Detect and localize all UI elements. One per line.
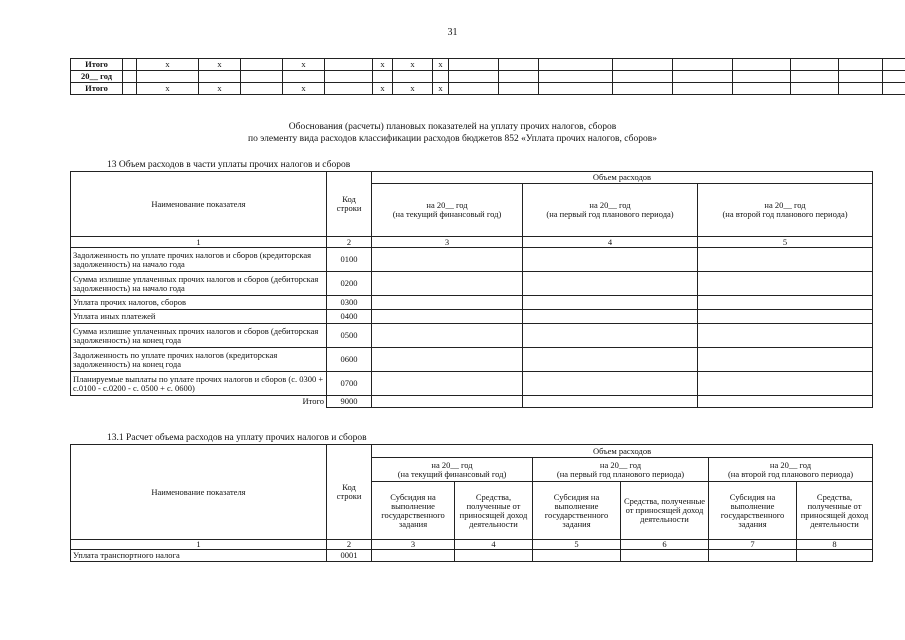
col-num: 7 xyxy=(709,540,797,550)
value-cell[interactable] xyxy=(523,248,698,272)
col-num: 5 xyxy=(698,237,873,248)
row-code: 0001 xyxy=(327,550,372,562)
mark-cell xyxy=(839,83,883,95)
mark-cell xyxy=(449,59,499,71)
mark-cell xyxy=(241,83,283,95)
mark-cell xyxy=(393,71,433,83)
mark-cell xyxy=(433,71,449,83)
value-cell[interactable] xyxy=(523,372,698,396)
col-header-name: Наименование показателя xyxy=(71,172,327,237)
row-code: 0300 xyxy=(327,296,372,310)
col-header-year-2: на 20__ год (на первый год планового периода) xyxy=(523,184,698,237)
table-row xyxy=(71,550,873,562)
col-header-year-1: на 20__ год (на текущий финансовый год) xyxy=(372,184,523,237)
value-cell[interactable] xyxy=(372,272,523,296)
total-label: Итого xyxy=(302,396,324,407)
mark-cell xyxy=(539,83,613,95)
mark-cell: х xyxy=(199,83,241,95)
col-header-code: Код строки xyxy=(327,445,372,540)
mark-cell xyxy=(137,71,199,83)
value-cell[interactable] xyxy=(523,296,698,310)
col-num: 3 xyxy=(372,540,455,550)
value-cell[interactable] xyxy=(523,310,698,324)
mark-cell xyxy=(123,71,137,83)
row-name: Сумма излишне уплаченных прочих налогов и сборов (дебиторская задолженность) на начало года xyxy=(71,272,327,296)
col-header-income: Средства, полученные от приносящей доход деятельности xyxy=(621,482,709,540)
value-cell[interactable] xyxy=(372,396,523,408)
value-cell[interactable] xyxy=(523,348,698,372)
value-cell[interactable] xyxy=(533,550,621,562)
mark-cell xyxy=(241,59,283,71)
mark-cell: х xyxy=(137,83,199,95)
mark-cell xyxy=(499,71,539,83)
table-row xyxy=(71,296,873,310)
value-cell[interactable] xyxy=(621,550,709,562)
value-cell[interactable] xyxy=(698,348,873,372)
col-num: 4 xyxy=(455,540,533,550)
col-num: 1 xyxy=(71,237,327,248)
mark-cell xyxy=(241,71,283,83)
table-row xyxy=(71,372,873,396)
mark-cell: х xyxy=(137,59,199,71)
value-cell[interactable] xyxy=(797,550,873,562)
table-row xyxy=(71,272,873,296)
table-row xyxy=(71,71,905,83)
value-cell[interactable] xyxy=(372,348,523,372)
mark-cell: х xyxy=(373,59,393,71)
col-header-subsidy: Субсидия на выполнение государственного задания xyxy=(533,482,621,540)
row-code: 0400 xyxy=(327,310,372,324)
col-header-year-3: на 20__ год (на второй год планового периода) xyxy=(698,184,873,237)
col-num: 1 xyxy=(71,540,327,550)
mark-cell: х xyxy=(283,59,325,71)
total-code: 9000 xyxy=(327,396,372,408)
mark-cell xyxy=(283,71,325,83)
mark-cell xyxy=(539,71,613,83)
value-cell[interactable] xyxy=(523,324,698,348)
mark-cell xyxy=(791,59,839,71)
value-cell[interactable] xyxy=(372,550,455,562)
mark-cell xyxy=(883,71,905,83)
col-num: 2 xyxy=(327,540,372,550)
mark-cell xyxy=(325,83,373,95)
document-heading xyxy=(0,121,905,145)
mark-cell: х xyxy=(433,59,449,71)
mark-cell xyxy=(325,59,373,71)
value-cell[interactable] xyxy=(698,248,873,272)
value-cell[interactable] xyxy=(709,550,797,562)
mark-cell xyxy=(613,83,673,95)
value-cell[interactable] xyxy=(698,324,873,348)
value-cell[interactable] xyxy=(698,272,873,296)
mark-cell xyxy=(613,59,673,71)
table-row xyxy=(71,83,905,95)
table-row xyxy=(71,248,873,272)
row-name: Планируемые выплаты по уплате прочих налогов и сборов (с. 0300 + с.0100 - с.0200 - с. 0500 + с. 0600) xyxy=(71,372,327,396)
col-num: 5 xyxy=(533,540,621,550)
mark-cell xyxy=(499,59,539,71)
row-code: 0700 xyxy=(327,372,372,396)
mark-cell xyxy=(733,59,791,71)
row-name: Сумма излишне уплаченных прочих налогов и сборов (дебиторская задолженность) на конец года xyxy=(71,324,327,348)
col-header-subsidy: Субсидия на выполнение государственного задания xyxy=(709,482,797,540)
total-row xyxy=(71,396,873,408)
mark-cell xyxy=(373,71,393,83)
mark-cell xyxy=(883,83,905,95)
table-row xyxy=(71,59,905,71)
col-header-group: Объем расходов xyxy=(372,172,873,184)
mark-cell xyxy=(449,83,499,95)
mark-cell xyxy=(499,83,539,95)
mark-cell xyxy=(539,59,613,71)
mark-cell: х xyxy=(283,83,325,95)
value-cell[interactable] xyxy=(523,396,698,408)
col-header-year-3: на 20__ год (на второй год планового периода) xyxy=(709,458,873,482)
row-label: Итого xyxy=(71,59,123,71)
col-num: 6 xyxy=(621,540,709,550)
col-num: 8 xyxy=(797,540,873,550)
mark-cell: х xyxy=(433,83,449,95)
row-name: Уплата транспортного налога xyxy=(71,550,327,562)
col-num: 3 xyxy=(372,237,523,248)
value-cell[interactable] xyxy=(372,296,523,310)
mark-cell: х xyxy=(199,59,241,71)
col-header-name: Наименование показателя xyxy=(71,445,327,540)
col-header-year-2: на 20__ год (на первый год планового периода) xyxy=(533,458,709,482)
value-cell[interactable] xyxy=(698,296,873,310)
table-row xyxy=(71,310,873,324)
mark-cell xyxy=(123,83,137,95)
row-label: Итого xyxy=(71,83,123,95)
row-name: Уплата иных платежей xyxy=(71,310,327,324)
row-code: 0100 xyxy=(327,248,372,272)
mark-cell xyxy=(883,59,905,71)
section-13-table xyxy=(70,171,873,408)
col-num: 4 xyxy=(523,237,698,248)
heading-line-1: Обоснования (расчеты) плановых показателей на уплату прочих налогов, сборов xyxy=(288,122,617,132)
value-cell[interactable] xyxy=(372,324,523,348)
row-name: Уплата прочих налогов, сборов xyxy=(71,296,327,310)
heading-line-2: по элементу вида расходов классификации расходов бюджетов 852 «Уплата прочих налогов, сборов» xyxy=(248,134,657,144)
mark-cell xyxy=(199,71,241,83)
value-cell[interactable] xyxy=(698,396,873,408)
mark-cell: х xyxy=(393,59,433,71)
row-label: 20__ год xyxy=(71,71,123,83)
mark-cell xyxy=(791,83,839,95)
value-cell[interactable] xyxy=(372,310,523,324)
mark-cell xyxy=(449,71,499,83)
mark-cell xyxy=(791,71,839,83)
col-header-income: Средства, полученные от приносящей доход деятельности xyxy=(797,482,873,540)
mark-cell xyxy=(673,59,733,71)
mark-cell xyxy=(673,83,733,95)
mark-cell: х xyxy=(393,83,433,95)
col-header-code: Код строки xyxy=(327,172,372,237)
mark-cell xyxy=(839,71,883,83)
page-number: 31 xyxy=(447,27,458,38)
row-name: Задолженность по уплате прочих налогов и сборов (кредиторская задолженность) на начало года xyxy=(71,248,327,272)
col-header-group: Объем расходов xyxy=(372,445,873,458)
col-header-year-1: на 20__ год (на текущий финансовый год) xyxy=(372,458,533,482)
col-num: 2 xyxy=(327,237,372,248)
value-cell[interactable] xyxy=(372,248,523,272)
mark-cell xyxy=(325,71,373,83)
row-code: 0200 xyxy=(327,272,372,296)
table-row xyxy=(71,324,873,348)
section-13-1-title: 13.1 Расчет объема расходов на уплату прочих налогов и сборов xyxy=(107,433,367,443)
mark-cell xyxy=(733,71,791,83)
section-13-title: 13 Объем расходов в части уплаты прочих налогов и сборов xyxy=(107,160,351,170)
section-13-1-table xyxy=(70,444,873,562)
mark-cell xyxy=(839,59,883,71)
mark-cell xyxy=(613,71,673,83)
row-code: 0600 xyxy=(327,348,372,372)
col-header-income: Средства, полученные от приносящей доход деятельности xyxy=(455,482,533,540)
mark-cell xyxy=(123,59,137,71)
value-cell[interactable] xyxy=(372,372,523,396)
mark-cell xyxy=(673,71,733,83)
col-header-subsidy: Субсидия на выполнение государственного задания xyxy=(372,482,455,540)
table-row xyxy=(71,348,873,372)
mark-cell: х xyxy=(373,83,393,95)
top-continuation-table xyxy=(70,58,905,95)
value-cell[interactable] xyxy=(455,550,533,562)
value-cell[interactable] xyxy=(698,372,873,396)
row-name: Задолженность по уплате прочих налогов (кредиторская задолженность) на конец года xyxy=(71,348,327,372)
value-cell[interactable] xyxy=(523,272,698,296)
value-cell[interactable] xyxy=(698,310,873,324)
row-code: 0500 xyxy=(327,324,372,348)
mark-cell xyxy=(733,83,791,95)
